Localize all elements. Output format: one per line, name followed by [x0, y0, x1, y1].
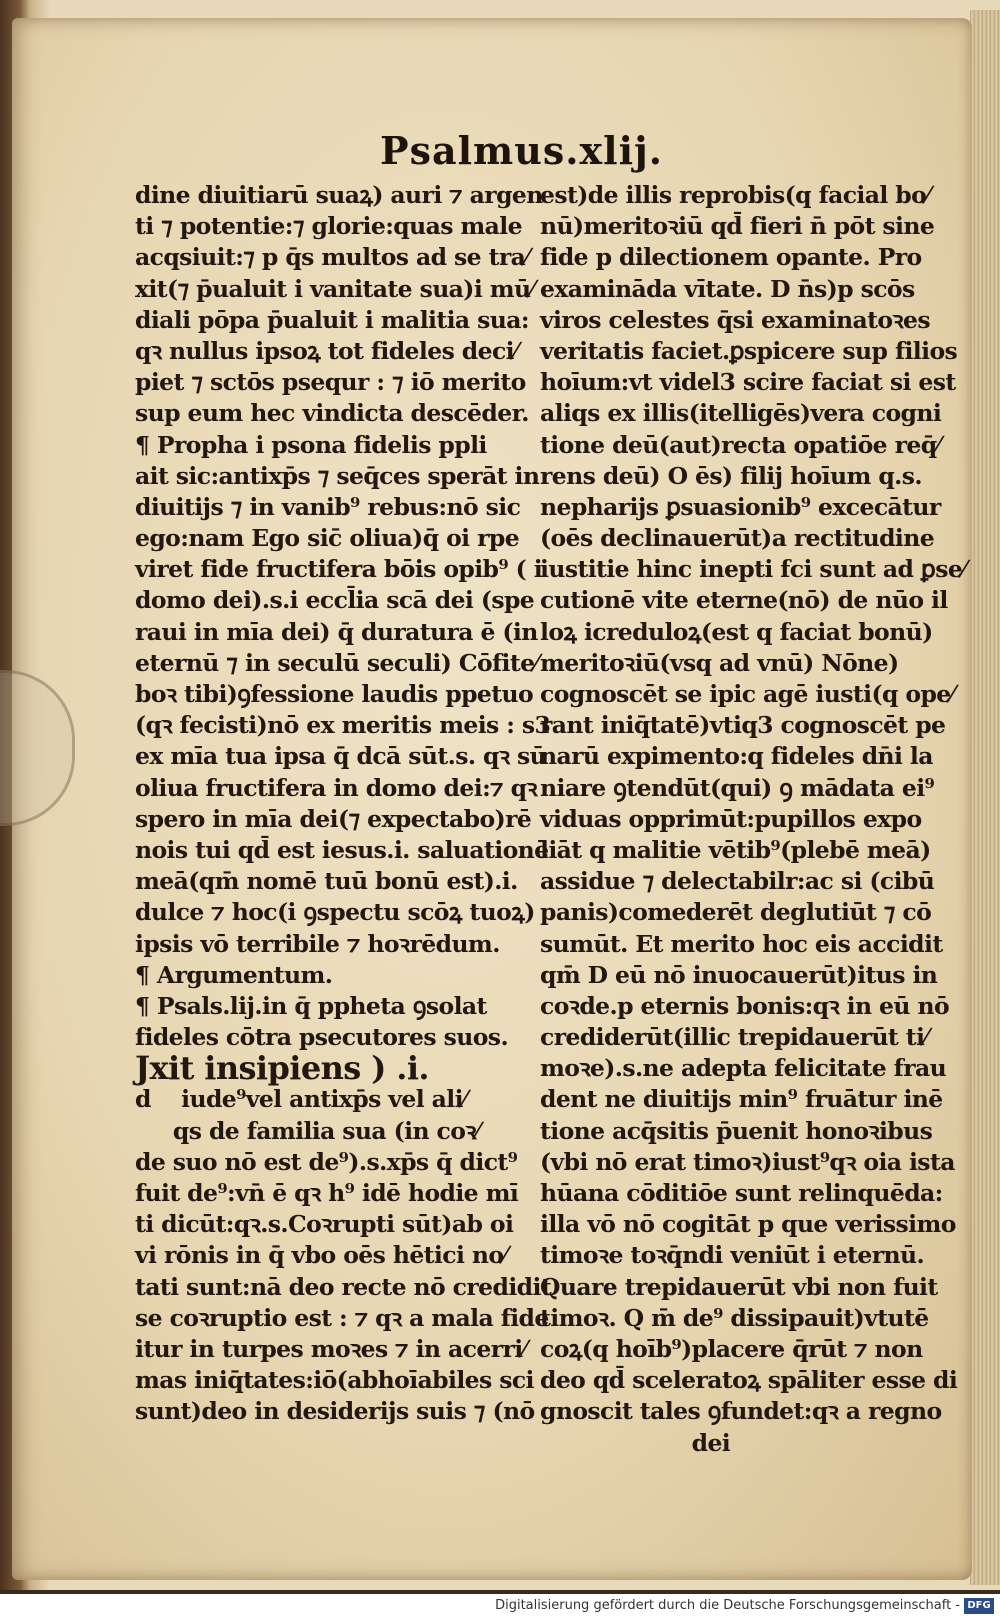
right-column-line: liāt q malitie vētib⁹(plebē meā) — [540, 835, 931, 864]
right-column-line: meritoꝛiū(vsq ad vnū) Nōne) — [540, 648, 899, 677]
right-column-line: sumūt. Et merito hoc eis accidit — [540, 929, 943, 958]
right-column-line: timoꝛe toꝛq̄ndi veniūt i eternū. — [540, 1241, 925, 1270]
left-column-line: raui in mīa dei) q̄ duratura ē (in — [135, 617, 538, 646]
right-column-line: tione deū(aut)recta opatiōe req̄⁄ — [540, 430, 940, 459]
left-column-line: ex mīa tua ipsa q̄ dcā sūt.s. qꝛ sū — [135, 742, 547, 771]
left-column-line: ait sic:antixp̄s ⁊ seq̄ces sperāt in — [135, 461, 540, 490]
right-column-line: assidue ⁊ delectabilr:ac si (cibū — [540, 867, 935, 896]
left-column-line: eternū ⁊ in seculū seculi) Cōfite⁄ — [135, 648, 538, 677]
right-column-line: deo qd̄ sceleratoꝝ spāliter esse di — [540, 1366, 958, 1395]
left-column-line: ti ⁊ potentie:⁊ glorie:quas male — [135, 212, 522, 241]
right-column-line: gnoscit tales ꝯfundet:qꝛ a regno — [540, 1397, 942, 1426]
right-column-line: timoꝛ. Q m̄ de⁹ dissipauit)vtutē — [540, 1303, 929, 1332]
left-column-line: piet ⁊ sctōs psequr : ⁊ iō merito — [135, 368, 526, 397]
left-column-line: domo dei).s.i eccl̄ia scā dei (spe — [135, 586, 535, 615]
left-column-line: fideles cōtra psecutores suos. — [135, 1023, 509, 1052]
right-column-line: viduas opprimūt:pupillos expo — [540, 804, 922, 833]
left-column-line: ¶ Argumentum. — [135, 960, 333, 989]
right-column-line: tione acq̄sitis p̄uenit honoꝛibus — [540, 1116, 933, 1145]
right-column-line: cognoscēt se ipic agē iusti(q ope⁄ — [540, 680, 954, 708]
running-head: Psalmus.xlij. — [380, 128, 663, 173]
right-column-line: illa vō nō cogitāt p que verissimo — [540, 1210, 956, 1239]
right-column-line: moꝛe).s.ne adepta felicitate frau — [540, 1054, 947, 1083]
page-edges — [970, 10, 1000, 1585]
right-text-column — [540, 180, 966, 1459]
right-column-line: coꝝ(q hoīb⁹)placere q̄rūt ⁊ non — [540, 1334, 923, 1363]
right-column-line: dei — [540, 1428, 731, 1457]
right-column-line: est)de illis reprobis(q facial bo⁄ — [540, 181, 930, 209]
right-column-line: hoīum:vt videl3 scire faciat si est — [540, 368, 956, 397]
left-column-line: dulce ⁊ hoc(i ꝯspectu scōꝝ tuoꝝ) — [135, 898, 535, 927]
left-column-line: mas iniq̄tates:iō(abhoīabiles sci — [135, 1366, 534, 1395]
right-column-line: aliqs ex illis(itelligēs)vera cogni — [540, 399, 942, 428]
left-column-line: (qꝛ fecisti)nō ex meritis meis : s3 — [135, 711, 551, 740]
left-column-line: ipsis vō terribile ⁊ hoꝛrēdum. — [135, 929, 500, 958]
right-column-line: fide p dilectionem opante. Pro — [540, 243, 922, 272]
right-column-line: loꝝ icreduloꝝ(est q faciat bonū) — [540, 617, 933, 646]
right-column-line: narū expimento:q fideles dn̄i la — [540, 742, 933, 771]
right-column-line: crediderūt(illic trepidauerūt ti⁄ — [540, 1023, 928, 1052]
left-column-line: acqsiuit:⁊ p q̄s multos ad se tra⁄ — [135, 243, 529, 272]
left-column-line: ¶ Psals.lij.in q̄ ppheta ꝯsolat — [135, 991, 487, 1020]
dfg-logo: DFG — [964, 1598, 994, 1614]
right-column-line: nū)meritoꝛiū qd̄ fieri n̄ pōt sine — [540, 212, 935, 241]
left-column-line: diali pōpa p̄ualuit i malitia sua: — [135, 305, 529, 334]
left-column-line: qꝛ nullus ipsoꝝ tot fideles deci⁄ — [135, 336, 518, 365]
left-column-line: Jxit insipiens ) .i. — [135, 1049, 429, 1088]
left-column-line: de suo nō est de⁹).s.xp̄s q̄ dict⁹ — [135, 1147, 518, 1176]
left-column-line: nois tui qd̄ est iesus.i. saluationē — [135, 835, 549, 864]
right-column-line: nepharijs ꝑsuasionib⁹ excecātur — [540, 492, 941, 521]
left-column-line: d iude⁹vel antixp̄s vel ali⁄ — [135, 1085, 467, 1114]
left-text-column — [135, 180, 552, 1428]
right-column-line: rant iniq̄tatē)vtiq3 cognoscēt pe — [540, 711, 946, 740]
right-column-line: (oēs declinauerūt)a rectitudine — [540, 524, 935, 553]
right-column-line: hūana cōditiōe sunt relinquēda: — [540, 1179, 943, 1207]
right-column-line: dent ne diuitijs min⁹ fruātur inē — [540, 1085, 943, 1114]
left-column-line: vi rōnis in q̄ vbo oēs hētici no⁄ — [135, 1241, 507, 1270]
left-column-line: tati sunt:nā deo recte nō credidit — [135, 1272, 552, 1301]
right-column-line: iustitie hinc inepti fci sunt ad ꝑse⁄ — [540, 555, 966, 584]
right-column-line: (vbi nō erat timoꝛ)iust⁹qꝛ oia ista — [540, 1147, 955, 1176]
left-column-line: diuitijs ⁊ in vanib⁹ rebus:nō sic — [135, 492, 521, 521]
right-column-line: Quare trepidauerūt vbi non fuit — [540, 1272, 938, 1301]
left-column-line: ¶ Propha i psona fidelis ppli — [135, 430, 487, 459]
left-column-line: sup eum hec vindicta descēder. — [135, 399, 529, 428]
right-column-line: veritatis faciet.ꝑspicere sup filios — [540, 336, 958, 365]
left-column-line: viret fide fructifera bōis opib⁹ ( i — [135, 555, 543, 584]
left-column-line: boꝛ tibi)ꝯfessione laudis ppetuo — [135, 680, 534, 708]
left-column-line: ti dicūt:qꝛ.s.Coꝛrupti sūt)ab oi — [135, 1210, 514, 1239]
left-column-line: sunt)deo in desiderijs suis ⁊ (nō — [135, 1397, 535, 1426]
left-column-line: fuit de⁹:vn̄ ē qꝛ h⁹ idē hodie mī — [135, 1179, 519, 1207]
right-column-line: cutionē vite eterne(nō) de nūo il — [540, 586, 948, 615]
right-column-line: viros celestes q̄si examinatoꝛes — [540, 305, 930, 334]
left-column-line: itur in turpes moꝛes ⁊ in acerri⁄ — [135, 1334, 526, 1363]
right-column-line: coꝛde.p eternis bonis:qꝛ in eū nō — [540, 991, 950, 1020]
left-column-line: ego:nam Ego sic̄ oliua)q̄ oi rpe — [135, 524, 520, 553]
left-column-line: oliua fructifera in domo dei:⁊ qꝛ — [135, 773, 537, 802]
left-column-line: se coꝛruptio est : ⁊ qꝛ a mala fide — [135, 1303, 549, 1332]
left-column-line: dine diuitiarū suaꝝ) auri ⁊ argen — [135, 181, 543, 209]
left-column-line: xit(⁊ p̄ualuit i vanitate sua)i mū⁄ — [135, 274, 534, 303]
right-column-line: qm̄ D eū nō inuocauerūt)itus in — [540, 960, 938, 989]
right-column-line: panis)comederēt deglutiūt ⁊ cō — [540, 898, 932, 927]
right-column-line: rens deū) O ēs) filij hoīum q.s. — [540, 461, 922, 490]
right-column-line: examināda vītate. D n̄s)p scōs — [540, 274, 915, 303]
footer-credit: Digitalisierung gefördert durch die Deutsche Forschungsgemeinschaft - — [495, 1598, 960, 1613]
left-column-line: spero in mīa dei(⁊ expectabo)rē — [135, 804, 532, 833]
right-column-line: niare ꝯtendūt(qui) ꝯ mādata ei⁹ — [540, 773, 935, 802]
left-column-line: meā(qm̄ nomē tuū bonū est).i. — [135, 867, 518, 896]
digitization-footer — [0, 1594, 1000, 1620]
left-column-line: qs de familia sua (in coꝛ⁄ — [135, 1116, 480, 1145]
